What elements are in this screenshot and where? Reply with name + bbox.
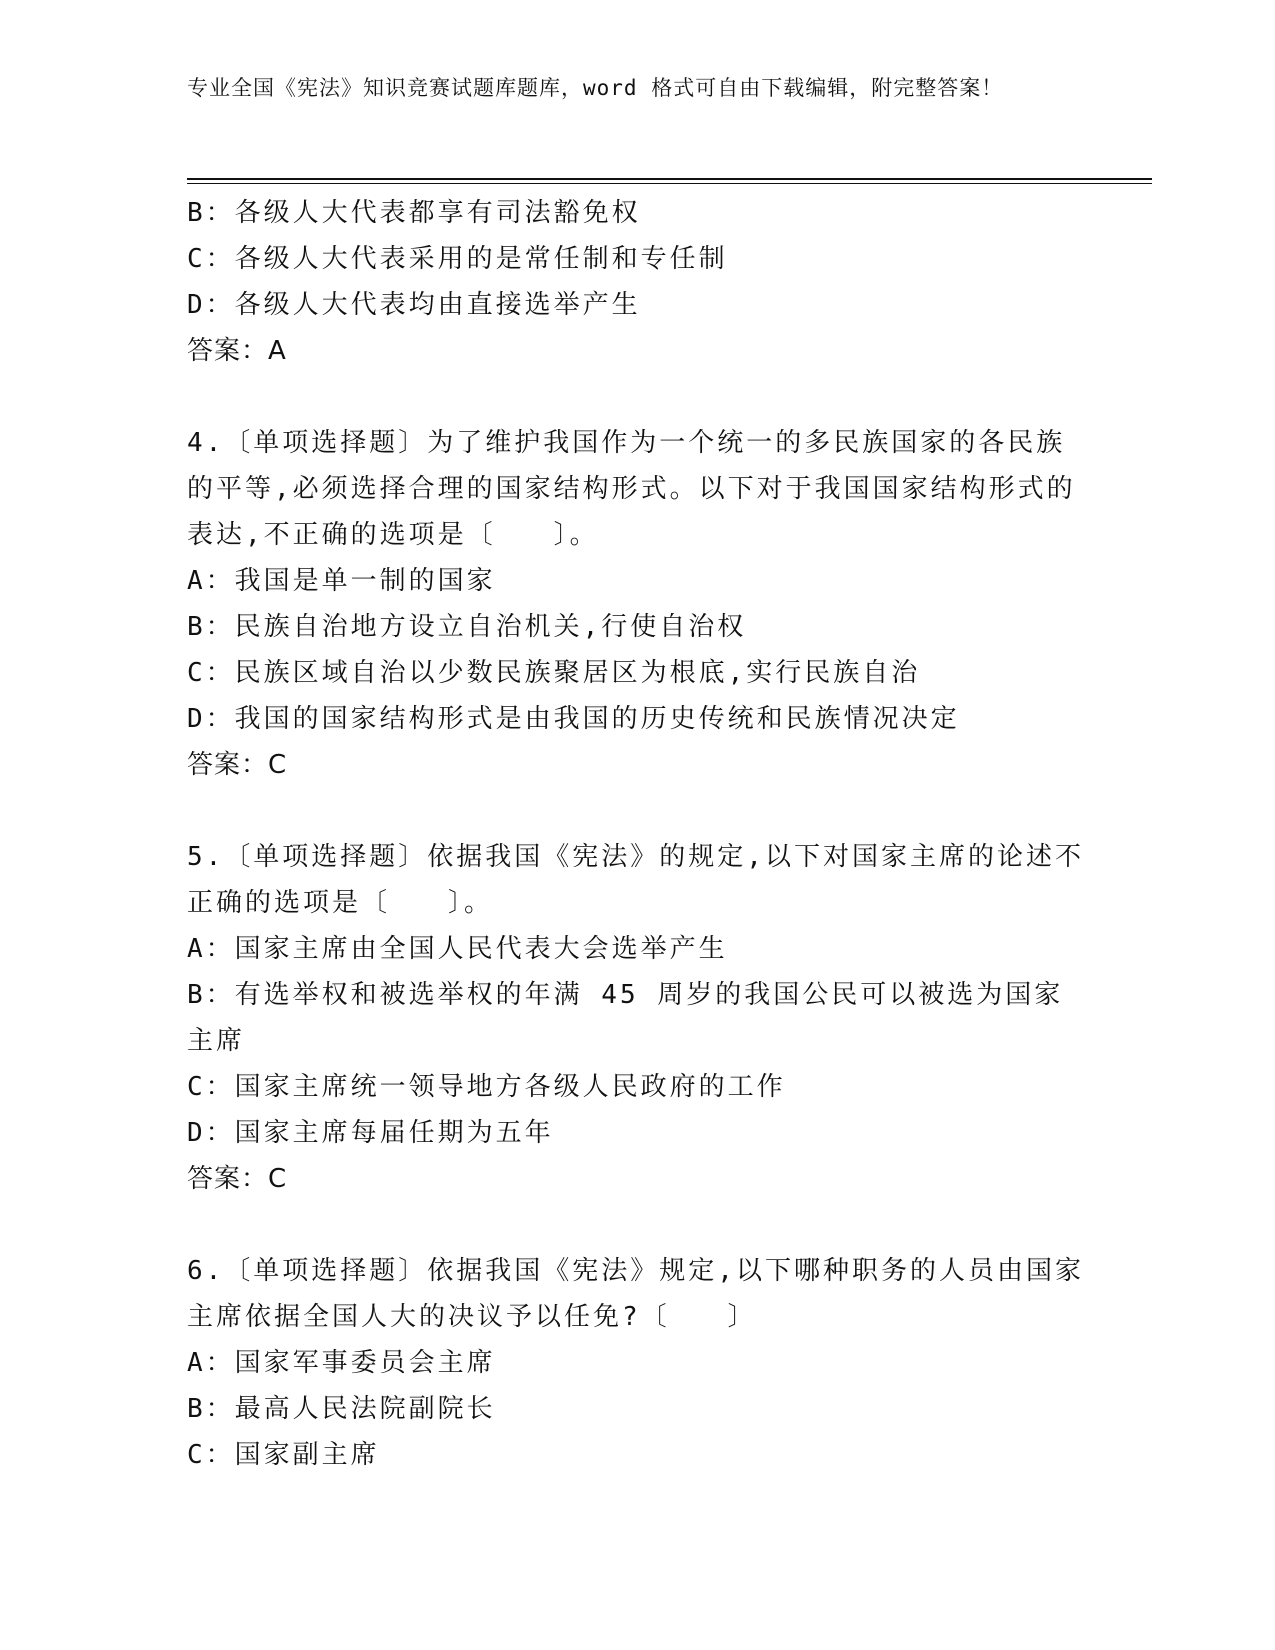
option-d-q4: D：我国的国家结构形式是由我国的历史传统和民族情况决定 (187, 704, 960, 734)
question-4: 4.〔单项选择题〕为了维护我国作为一个统一的多民族国家的各民族的平等,必须选择合理的国家结构形式。以下对于我国国家结构形式的表达,不正确的选项是〔 〕。 (187, 428, 1076, 550)
spacer (187, 788, 1087, 834)
option-b-q3: B：各级人大代表都享有司法豁免权 (187, 198, 641, 228)
option-b-q4: B：民族自治地方设立自治机关,行使自治权 (187, 612, 747, 642)
option-a-q4: A：我国是单一制的国家 (187, 566, 496, 596)
answer-q5: 答案：C (187, 1164, 288, 1194)
option-d-q3: D：各级人大代表均由直接选举产生 (187, 290, 641, 320)
answer-q4: 答案：C (187, 750, 288, 780)
option-a-q5: A：国家主席由全国人民代表大会选举产生 (187, 934, 728, 964)
option-c-q3: C：各级人大代表采用的是常任制和专任制 (187, 244, 728, 274)
question-6: 6.〔单项选择题〕依据我国《宪法》规定,以下哪种职务的人员由国家主席依据全国人大的决议予以任免?〔 〕 (187, 1256, 1084, 1332)
option-c-q5: C：国家主席统一领导地方各级人民政府的工作 (187, 1072, 786, 1102)
option-c-q6: C：国家副主席 (187, 1440, 380, 1470)
question-list (187, 190, 1087, 1478)
header-text: 专业全国《宪法》知识竞赛试题库题库，word 格式可自由下载编辑，附完整答案！ (187, 76, 1004, 100)
header-divider-thin (187, 183, 1152, 184)
option-c-q4: C：民族区域自治以少数民族聚居区为根底,实行民族自治 (187, 658, 921, 688)
option-b-q5: B：有选举权和被选举权的年满 45 周岁的我国公民可以被选为国家主席 (187, 980, 1064, 1056)
header-divider-thick (187, 178, 1152, 180)
answer-q3: 答案：A (187, 336, 287, 366)
question-5: 5.〔单项选择题〕依据我国《宪法》的规定,以下对国家主席的论述不正确的选项是〔 〕。 (187, 842, 1084, 918)
option-d-q5: D：国家主席每届任期为五年 (187, 1118, 554, 1148)
spacer (187, 374, 1087, 420)
option-b-q6: B：最高人民法院副院长 (187, 1394, 496, 1424)
option-a-q6: A：国家军事委员会主席 (187, 1348, 496, 1378)
spacer (187, 1202, 1087, 1248)
page-header (187, 72, 1067, 104)
